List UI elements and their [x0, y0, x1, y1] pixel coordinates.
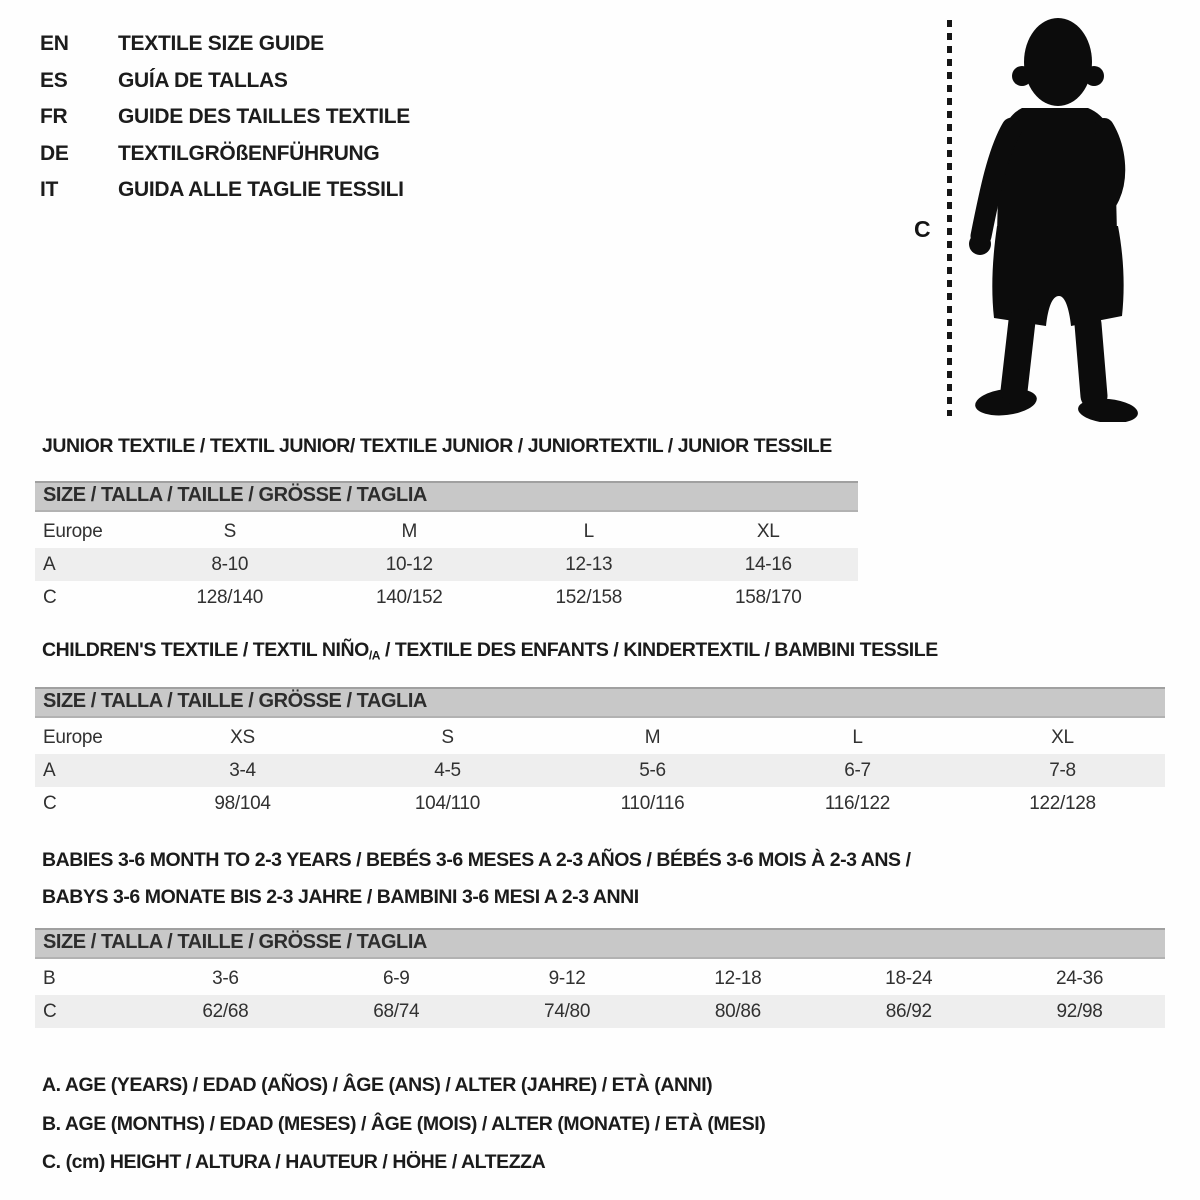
babies-title-line1: BABIES 3-6 MONTH TO 2-3 YEARS / BEBÉS 3-6 MESES A 2-3 AÑOS / BÉBÉS 3-6 MOIS À 2-3 ANS / [42, 849, 911, 871]
size-value-cell: 8-10 [211, 553, 249, 575]
babies-size-table [35, 928, 1165, 1028]
language-title: GUIDA ALLE TAGLIE TESSILI [118, 178, 404, 202]
size-value-cell: XL [756, 520, 780, 542]
row-label-cell: Europe [43, 726, 103, 748]
row-label-cell: Europe [43, 520, 103, 542]
size-value-cell: 68/74 [373, 1000, 420, 1022]
language-title: TEXTILGRÖßENFÜHRUNG [118, 141, 380, 165]
table-row-europe [35, 721, 1165, 754]
row-label-cell: C [43, 792, 57, 814]
language-row-es [40, 63, 410, 100]
table-row-height [35, 995, 1165, 1028]
size-value-cell: 116/122 [824, 792, 891, 814]
size-value-cell: 24-36 [1056, 967, 1104, 989]
table-row-europe [35, 515, 858, 548]
row-label-cell: A [43, 759, 56, 781]
size-value-cell: 104/110 [414, 792, 481, 814]
size-value-cell: S [441, 726, 454, 748]
size-header-band: SIZE / TALLA / TAILLE / GRÖSSE / TAGLIA [35, 928, 1165, 959]
language-title: TEXTILE SIZE GUIDE [118, 32, 324, 56]
table-row-age [35, 754, 1165, 787]
table-row-months [35, 962, 1165, 995]
babies-title-line2: BABYS 3-6 MONATE BIS 2-3 JAHRE / BAMBINI 3-6 MESI A 2-3 ANNI [42, 886, 639, 908]
size-value-cell: 152/158 [555, 586, 623, 608]
size-value-cell: 140/152 [375, 586, 443, 608]
size-value-cell: 122/128 [1029, 792, 1096, 814]
size-value-cell: XL [1051, 726, 1074, 748]
size-value-cell: 62/68 [202, 1000, 249, 1022]
table-row-height [35, 581, 858, 614]
row-label-cell: A [43, 553, 56, 575]
children-size-table [35, 687, 1165, 820]
language-code: DE [40, 141, 69, 165]
size-value-cell: 9-12 [548, 967, 586, 989]
size-value-cell: 110/116 [620, 792, 685, 814]
language-row-de [40, 136, 410, 173]
size-value-cell: 3-6 [212, 967, 239, 989]
language-row-en [40, 26, 410, 63]
legend-line-age-years: A. AGE (YEARS) / EDAD (AÑOS) / ÂGE (ANS) / ALTER (JAHRE) / ETÀ (ANNI) [42, 1074, 713, 1096]
children-title-subscript: /A [368, 648, 380, 663]
language-row-fr [40, 99, 410, 136]
size-value-cell: 74/80 [544, 1000, 591, 1022]
legend-line-height-cm: C. (cm) HEIGHT / ALTURA / HAUTEUR / HÖHE / ALTEZZA [42, 1151, 546, 1173]
children-title-rest: / TEXTILE DES ENFANTS / KINDERTEXTIL / BAMBINI TESSILE [380, 639, 938, 661]
row-label-cell: C [43, 1000, 57, 1022]
size-value-cell: S [223, 520, 236, 542]
babies-section-title [42, 842, 911, 916]
size-value-cell: 4-5 [434, 759, 461, 781]
language-code: IT [40, 178, 59, 202]
size-value-cell: 6-9 [382, 967, 410, 989]
measure-legend [42, 1066, 765, 1182]
size-header-band: SIZE / TALLA / TAILLE / GRÖSSE / TAGLIA [35, 481, 858, 512]
table-row-age [35, 548, 858, 581]
legend-line-age-months: B. AGE (MONTHS) / EDAD (MESES) / ÂGE (MOIS) / ALTER (MONATE) / ETÀ (MESI) [42, 1112, 766, 1135]
size-value-cell: 80/86 [714, 1000, 761, 1022]
size-value-cell: 7-8 [1049, 759, 1076, 781]
junior-size-table [35, 481, 858, 614]
row-label-cell: B [43, 967, 56, 989]
height-measure-label: C [914, 216, 931, 242]
children-section-title [42, 639, 938, 662]
size-value-cell: L [583, 520, 594, 542]
size-value-cell: 158/170 [734, 586, 802, 608]
size-value-cell: 5-6 [639, 759, 666, 781]
row-label-cell: C [43, 586, 57, 608]
size-value-cell: 128/140 [196, 586, 264, 608]
toddler-silhouette-icon [966, 16, 1138, 422]
size-value-cell: 86/92 [885, 1000, 932, 1022]
size-value-cell: 6-7 [844, 759, 871, 781]
language-title: GUÍA DE TALLAS [118, 68, 288, 92]
language-row-it [40, 172, 410, 209]
size-value-cell: M [401, 520, 418, 542]
height-dashed-line [947, 20, 952, 416]
size-value-cell: 14-16 [744, 553, 792, 575]
junior-section-title: JUNIOR TEXTILE / TEXTIL JUNIOR/ TEXTILE JUNIOR / JUNIORTEXTIL / JUNIOR TESSILE [42, 435, 832, 457]
size-value-cell: 98/104 [214, 792, 271, 814]
size-value-cell: 12-13 [565, 553, 613, 575]
language-code: EN [40, 32, 69, 56]
children-title-main: CHILDREN'S TEXTILE / TEXTIL NIÑO [42, 639, 369, 661]
size-header-band: SIZE / TALLA / TAILLE / GRÖSSE / TAGLIA [35, 687, 1165, 718]
size-value-cell: XS [230, 726, 255, 748]
size-value-cell: 12-18 [714, 967, 762, 989]
language-title: GUIDE DES TAILLES TEXTILE [118, 105, 410, 129]
size-value-cell: 92/98 [1056, 1000, 1103, 1022]
size-value-cell: 10-12 [385, 553, 433, 575]
size-value-cell: L [852, 726, 863, 748]
language-code: FR [40, 105, 68, 129]
language-title-list [40, 26, 410, 209]
size-value-cell: 3-4 [229, 759, 256, 781]
size-value-cell: M [644, 726, 661, 748]
size-value-cell: 18-24 [885, 967, 933, 989]
language-code: ES [40, 68, 68, 92]
table-row-height [35, 787, 1165, 820]
